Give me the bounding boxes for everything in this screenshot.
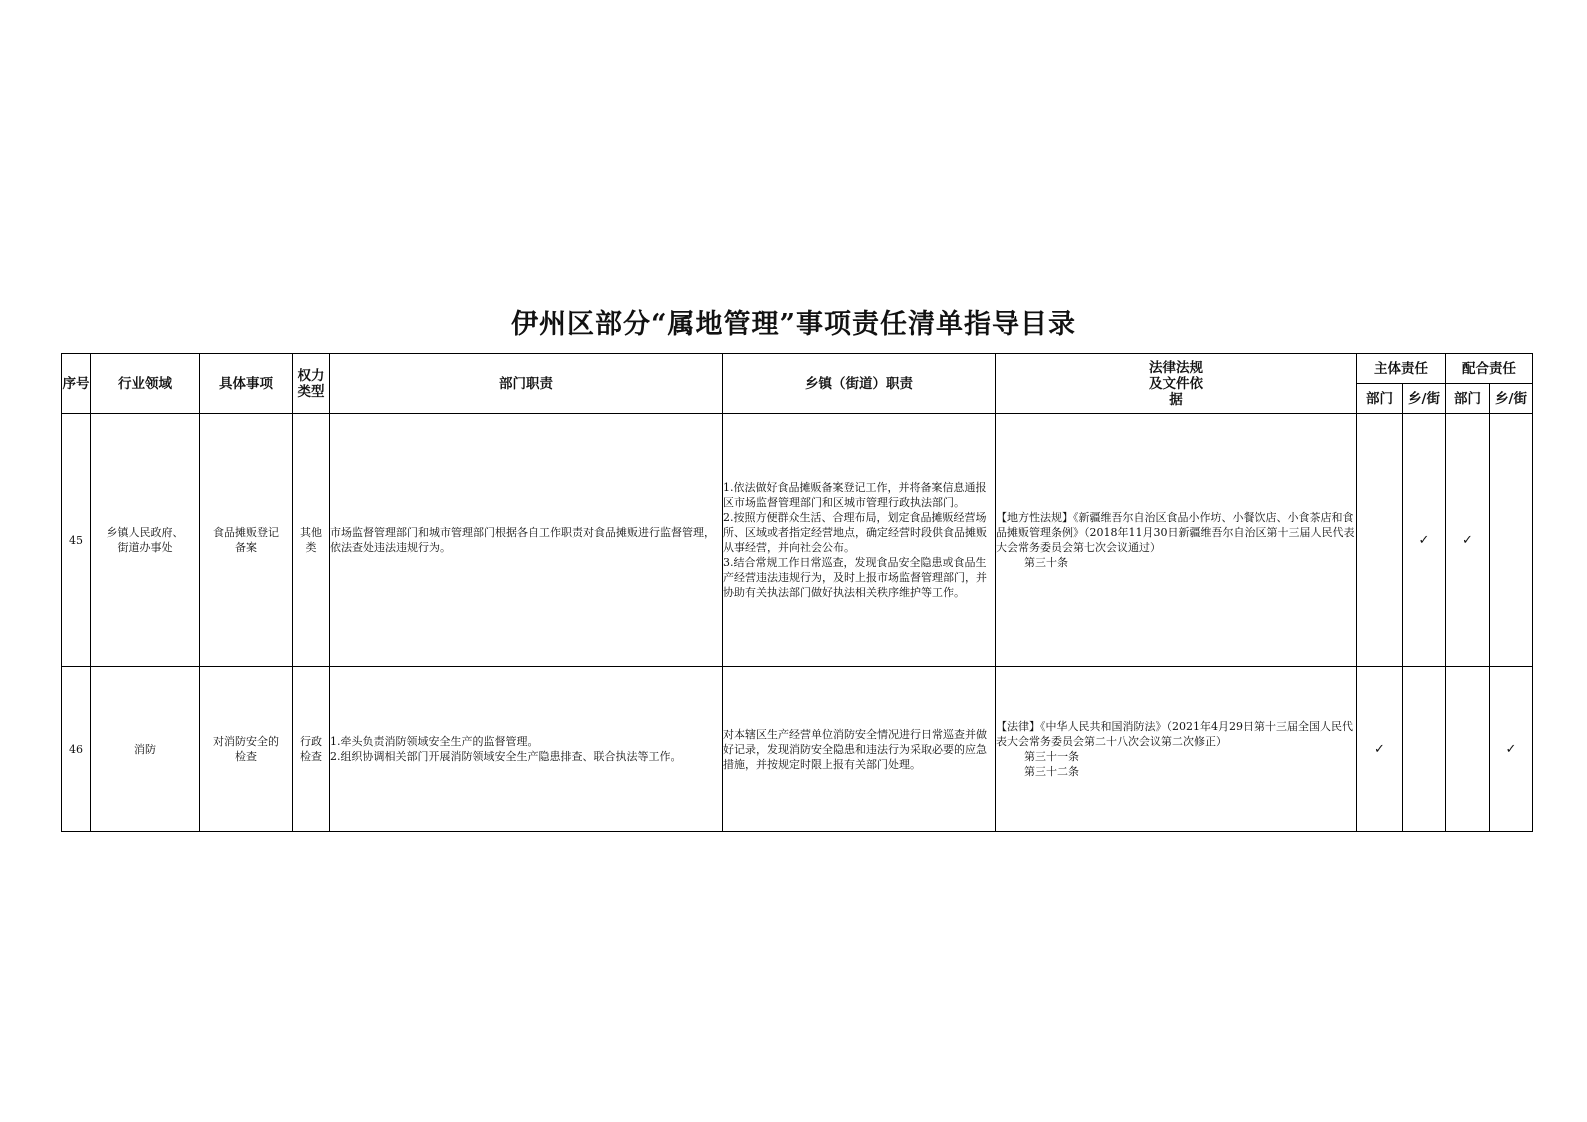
legal-basis-text: 【地方性法规】《新疆维吾尔自治区食品小作坊、小餐饮店、小食茶店和食品摊贩管理条例》（2018年11月30日新疆维吾尔自治区第十三届人民代表大会常务委员会第七次会议通过） — [996, 511, 1355, 554]
dept-duty-para: 2.组织协调相关部门开展消防领域安全生产隐患排查、联合执法等工作。 — [330, 750, 682, 763]
header-power-type: 权力类型 — [293, 354, 330, 414]
page-title: 伊州区部分“属地管理”事项责任清单指导目录 — [510, 309, 1077, 340]
town-duty-para: 对本辖区生产经营单位消防安全情况进行日常巡查并做好记录，发现消防安全隐患和违法行为采取必要的应急措施，并按规定时限上报有关部门处理。 — [723, 727, 987, 771]
legal-article: 第三十条 — [1024, 556, 1068, 569]
header-main-town: 乡/街 — [1403, 384, 1446, 414]
row-legal-basis — [996, 667, 1357, 832]
header-main-resp: 主体责任 — [1357, 354, 1446, 384]
row-industry: 乡镇人民政府、街道办事处 — [91, 414, 200, 667]
header-coop-town: 乡/街 — [1490, 384, 1533, 414]
row-dept-duty — [330, 667, 723, 832]
main-town-check — [1403, 667, 1446, 832]
table-row — [62, 414, 1533, 667]
header-dept-duty: 部门职责 — [330, 354, 723, 414]
header-town-duty: 乡镇（街道）职责 — [723, 354, 996, 414]
header-seq: 序号 — [62, 354, 91, 414]
coop-dept-check — [1446, 667, 1490, 832]
main-dept-check: ✓ — [1357, 667, 1403, 832]
row-power-type: 行政检查 — [293, 667, 330, 832]
row-industry: 消防 — [91, 667, 200, 832]
legal-article: 第三十二条 — [1024, 765, 1079, 778]
header-legal-basis: 法律法规及文件依据 — [996, 354, 1357, 414]
row-town-duty — [723, 667, 996, 832]
town-duty-para: 1.依法做好食品摊贩备案登记工作，并将备案信息通报区市场监督管理部门和区城市管理行政执法部门。 — [723, 481, 987, 509]
town-duty-para: 3.结合常规工作日常巡查，发现食品安全隐患或食品生产经营违法违规行为，及时上报市场监督管理部门，并协助有关执法部门做好执法相关秩序维护等工作。 — [723, 556, 987, 599]
header-main-dept: 部门 — [1357, 384, 1403, 414]
table-row — [62, 667, 1533, 832]
coop-dept-check: ✓ — [1446, 414, 1490, 667]
row-seq: 46 — [62, 667, 91, 832]
row-item: 对消防安全的检查 — [200, 667, 293, 832]
main-town-check: ✓ — [1403, 414, 1446, 667]
row-power-type: 其他类 — [293, 414, 330, 667]
dept-duty-para: 1.牵头负责消防领域安全生产的监督管理。 — [330, 735, 539, 748]
row-seq: 45 — [62, 414, 91, 667]
main-dept-check — [1357, 414, 1403, 667]
legal-article: 第三十一条 — [1024, 750, 1079, 763]
header-coop-resp: 配合责任 — [1446, 354, 1533, 384]
coop-town-check — [1490, 414, 1533, 667]
town-duty-para: 2.按照方便群众生活、合理布局，划定食品摊贩经营场所、区域或者指定经营地点，确定经营时段供食品摊贩从事经营，并向社会公布。 — [723, 511, 987, 554]
responsibility-table — [61, 353, 1533, 832]
header-row-top — [62, 354, 1533, 384]
row-legal-basis — [996, 414, 1357, 667]
header-item: 具体事项 — [200, 354, 293, 414]
coop-town-check: ✓ — [1490, 667, 1533, 832]
row-dept-duty — [330, 414, 723, 667]
legal-basis-text: 【法律】《中华人民共和国消防法》（2021年4月29日第十三届全国人民代表大会常务委员会第二十八次会议第二次修正） — [996, 720, 1353, 748]
header-coop-dept: 部门 — [1446, 384, 1490, 414]
row-town-duty — [723, 414, 996, 667]
dept-duty-para: 市场监督管理部门和城市管理部门根据各自工作职责对食品摊贩进行监督管理，依法查处违法违规行为。 — [330, 526, 715, 554]
row-item: 食品摊贩登记备案 — [200, 414, 293, 667]
header-industry: 行业领域 — [91, 354, 200, 414]
